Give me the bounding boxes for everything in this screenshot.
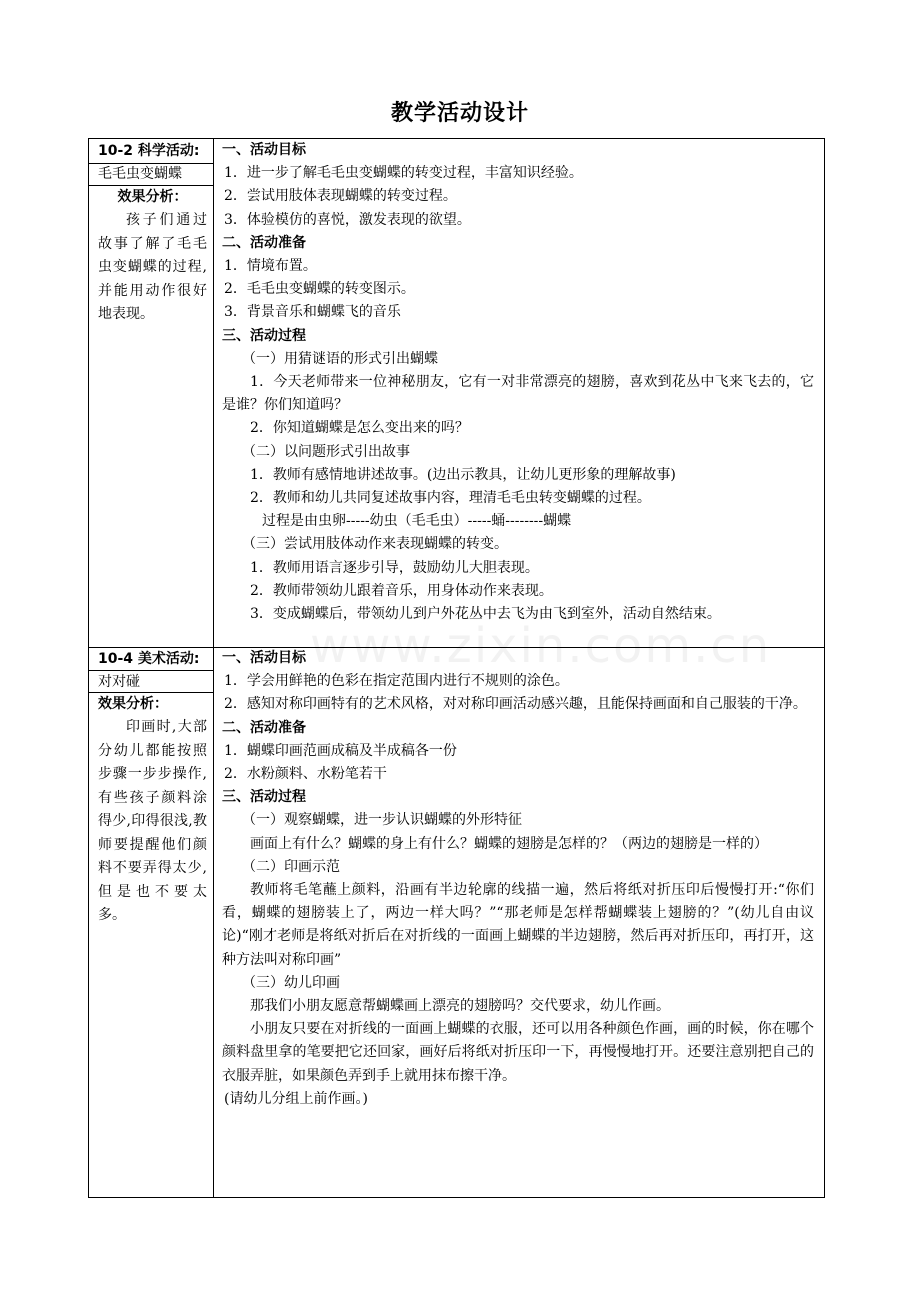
section-heading: 二、活动准备 — [222, 234, 306, 251]
page-title: 教学活动设计 — [390, 101, 529, 126]
section-heading: 三、活动过程 — [222, 327, 306, 344]
plan-line: （一）用猜谜语的形式引出蝴蝶 — [242, 350, 438, 367]
section-heading: 一、活动目标 — [222, 142, 306, 158]
section-heading: 二、活动准备 — [222, 719, 306, 736]
plan-line: 1．今天老师带来一位神秘朋友，它有一对非常漂亮的翅膀，喜欢到花丛中飞来飞去的，它是谁？你们知道吗？ — [222, 374, 814, 414]
plan-line: 3．变成蝴蝶后，带领幼儿到户外花丛中去飞为由飞到室外，活动自然结束。 — [250, 606, 721, 623]
activity-name-text: 毛毛虫变蝴蝶 — [98, 166, 182, 182]
plan-line: 小朋友只要在对折线的一面画上蝴蝶的衣服，还可以用各种颜色作画，画的时候，你在哪个颜料盘里拿的笔要把它还回家，画好后将纸对折压印一下，再慢慢地打开。还要注意别把自己的衣服弄脏，如果颜色弄到手上就用抹布擦干净。 — [222, 1021, 814, 1084]
plan-line: 2．你知道蝴蝶是怎么变出来的吗？ — [250, 420, 469, 437]
plan-line: 2．感知对称印画特有的艺术风格，对对称印画活动感兴趣，且能保持画面和自己服装的干净。 — [224, 696, 807, 713]
plan-line: 1．进一步了解毛毛虫变蝴蝶的转变过程，丰富知识经验。 — [224, 165, 583, 182]
plan-line: 3．背景音乐和蝴蝶飞的音乐 — [224, 304, 401, 321]
effect-analysis — [89, 692, 213, 928]
plan-line: 3．体验模仿的喜悦，激发表现的欲望。 — [224, 211, 471, 228]
plan-line: 1．教师用语言逐步引导，鼓励幼儿大胆表现。 — [250, 559, 539, 576]
activity-plan — [214, 647, 820, 1111]
plan-line: 2．水粉颜料、水粉笔若干 — [224, 766, 387, 783]
activity-name-text: 对对碰 — [98, 674, 140, 690]
watermark: www.zixin.com.cn — [310, 618, 772, 674]
plan-line: （一）观察蝴蝶，进一步认识蝴蝶的外形特征 — [242, 812, 522, 829]
plan-line: 2．毛毛虫变蝴蝶的转变图示。 — [224, 281, 415, 298]
plan-line: 1．情境布置。 — [224, 258, 317, 275]
section-heading: 一、活动目标 — [222, 650, 306, 666]
plan-line: 教师将毛笔蘸上颜料，沿画有半边轮廓的线描一遍，然后将纸对折压印后慢慢打开:“你们看，蝴蝶的翅膀装上了，两边一样大吗？”“那老师是怎样帮蝴蝶装上翅膀的？”(幼儿自由议论)“刚才老师是将纸对折后在对折线的一面画上蝴蝶的半边翅膀，然后再对折压印，再打开，这种方法叫对称印画” — [222, 882, 814, 968]
activity-plan — [214, 139, 820, 626]
plan-line: (请幼儿分组上前作画。) — [224, 1090, 368, 1107]
plan-line: （三）幼儿印画 — [242, 974, 340, 991]
effect-analysis — [89, 185, 213, 327]
plan-line: 那我们小朋友愿意帮蝴蝶画上漂亮的翅膀吗？交代要求，幼儿作画。 — [250, 998, 670, 1015]
effect-text: 印画时,大部分幼儿都能按照步骤一步步操作,有些孩子颜料涂得少,印得很浅,教师要提醒他们颜料不要弄得太少,但是也不要太多。 — [98, 719, 207, 923]
effect-text: 孩子们通过故事了解了毛毛虫变蝴蝶的过程,并能用动作很好地表现。 — [98, 212, 207, 322]
activity-table — [88, 138, 825, 1198]
activity-name — [89, 670, 213, 694]
activity-code — [89, 647, 213, 671]
effect-heading: 效果分析： — [98, 696, 168, 712]
plan-line: （三）尝试用肢体动作来表现蝴蝶的转变。 — [242, 536, 508, 553]
activity-code — [89, 139, 213, 163]
plan-line: 1．蝴蝶印画范画成稿及半成稿各一份 — [224, 742, 457, 759]
plan-line: （二）以问题形式引出故事 — [242, 443, 410, 460]
activity-name — [89, 162, 213, 186]
plan-line: （二）印画示范 — [242, 858, 340, 875]
plan-line: 2．教师和幼儿共同复述故事内容，理清毛毛虫转变蝴蝶的过程。 — [250, 490, 651, 507]
effect-heading: 效果分析： — [117, 189, 188, 205]
plan-line: 过程是由虫卵-----幼虫（毛毛虫）-----蛹--------蝴蝶 — [262, 513, 572, 530]
plan-line: 画面上有什么？蝴蝶的身上有什么？蝴蝶的翅膀是怎样的？（两边的翅膀是一样的） — [250, 835, 768, 852]
plan-line: 2．教师带领幼儿跟着音乐，用身体动作来表现。 — [250, 582, 553, 599]
plan-line: 2．尝试用肢体表现蝴蝶的转变过程。 — [224, 188, 457, 205]
section-heading: 三、活动过程 — [222, 789, 306, 806]
plan-line: 1．教师有感情地讲述故事。(边出示教具，让幼儿更形象的理解故事) — [250, 466, 676, 483]
activity-code-label: 10-2 科学活动: — [98, 143, 200, 159]
activity-code-label: 10-4 美术活动: — [98, 651, 200, 667]
plan-line: 1．学会用鲜艳的色彩在指定范围内进行不规则的涂色。 — [224, 673, 569, 690]
